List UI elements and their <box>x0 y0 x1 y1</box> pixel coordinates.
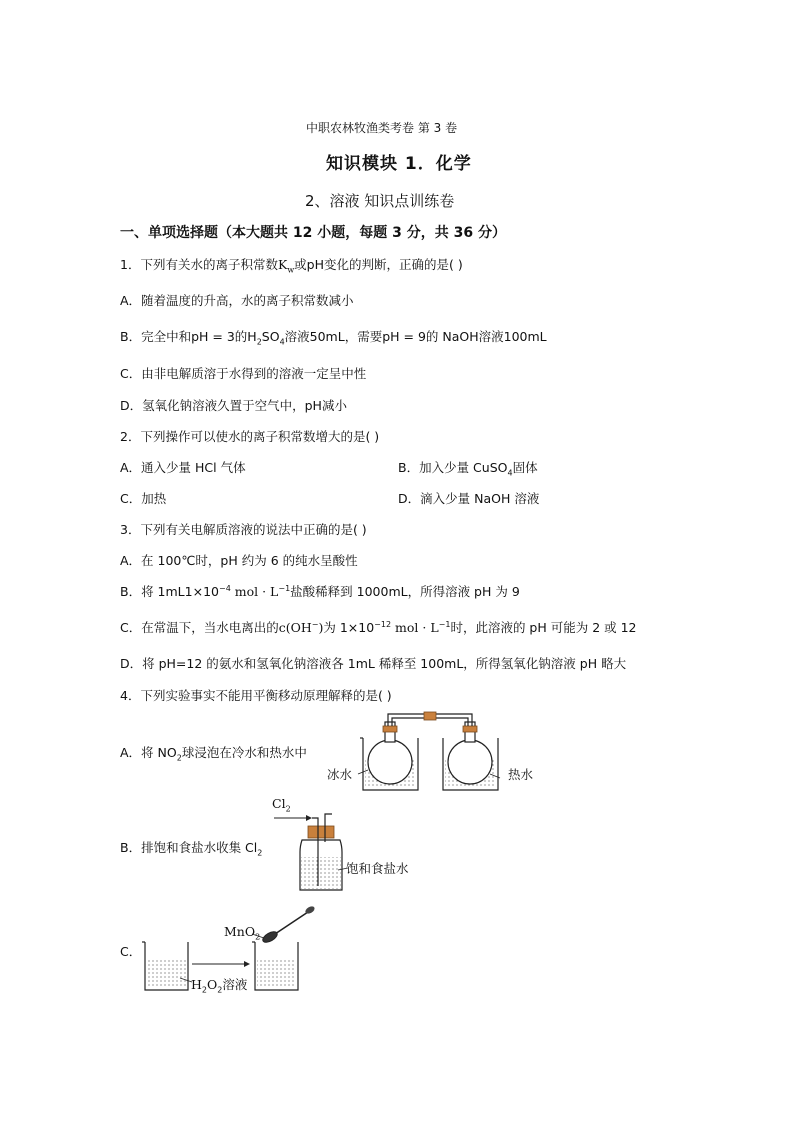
exam-header: 中职农林牧渔类考卷 第 3 卷 <box>306 121 458 135</box>
q4-stem: 4．下列实验事实不能用平衡移动原理解释的是( ) <box>120 688 392 703</box>
q2-option-d: D．滴入少量 NaOH 溶液 <box>398 491 540 506</box>
q3-stem: 3．下列有关电解质溶液的说法中正确的是( ) <box>120 522 367 537</box>
q3-c-text: C．在常温下，当水电离出的 <box>120 620 279 635</box>
label-h2o2-sub1: 2 <box>201 985 207 995</box>
q3-c-sup: − <box>311 619 319 629</box>
q1-b-sub-2: 4 <box>279 337 285 347</box>
q3-c-unit: mol · L <box>391 620 439 635</box>
label-h2o2-solution <box>191 975 247 995</box>
q3-c-paren: ) <box>318 620 324 635</box>
q2-option-c: C．加热 <box>120 491 167 506</box>
q3-option-c <box>120 618 637 636</box>
q3-b-text-2: 盐酸稀释到 1000mL，所得溶液 pH 为 9 <box>290 584 520 599</box>
q3-c-text-3: 时，此溶液的 pH 可能为 2 或 12 <box>450 620 637 635</box>
q1-stem-text-2: 或pH变化的判断，正确的是( ) <box>294 257 463 272</box>
q3-b-sup-2: −1 <box>278 583 291 593</box>
q3-option-a: A．在 100℃时，pH 约为 6 的纯水呈酸性 <box>120 553 358 568</box>
q3-option-b <box>120 582 520 600</box>
label-hot-water: 热水 <box>508 767 534 782</box>
label-ice-water: 冰水 <box>327 767 353 782</box>
label-cl2-sub: 2 <box>285 804 291 814</box>
q2-stem: 2．下列操作可以使水的离子积常数增大的是( ) <box>120 429 380 444</box>
q1-b-text-2: SO <box>261 329 280 344</box>
q4-option-b <box>120 838 262 858</box>
q4-option-a <box>120 743 307 763</box>
label-h2o2-text: 溶液 <box>222 977 248 992</box>
label-h2o2-h: H <box>191 977 202 992</box>
exam-subtitle: 2、溶液 知识点训练卷 <box>305 192 455 210</box>
q1-option-b <box>120 327 547 347</box>
label-cl2 <box>272 796 291 814</box>
q1-stem <box>120 255 463 275</box>
q4-a-sub: 2 <box>176 753 182 763</box>
section-heading: 一、单项选择题（本大题共 12 小题，每题 3 分，共 36 分） <box>120 225 506 241</box>
q1-option-c: C．由非电解质溶于水得到的溶液一定呈中性 <box>120 366 367 381</box>
label-mno2-sub: 2 <box>255 932 261 942</box>
q3-option-d: D．将 pH=12 的氨水和氢氧化钠溶液各 1mL 稀释至 100mL，所得氢氧化钠溶液 pH 略大 <box>120 656 627 671</box>
kw-symbol: K <box>277 257 288 272</box>
q1-stem-text: 1．下列有关水的离子积常数 <box>120 257 278 272</box>
label-mno2-text: MnO <box>224 924 256 939</box>
gas-collection-figure <box>272 812 352 894</box>
q2-b-sub: 4 <box>507 468 513 478</box>
q3-b-unit: mol · L <box>230 584 279 599</box>
q2-option-a: A．通入少量 HCl 气体 <box>120 460 246 475</box>
q1-b-sub: 2 <box>256 337 262 347</box>
q4-b-text: B．排饱和食盐水收集 Cl <box>120 840 258 855</box>
q3-b-text: B．将 1mL1×10 <box>120 584 219 599</box>
q1-option-a: A．随着温度的升高，水的离子积常数减小 <box>120 293 354 308</box>
q1-option-d: D．氢氧化钠溶液久置于空气中，pH减小 <box>120 398 347 413</box>
kw-subscript: w <box>287 265 295 275</box>
label-h2o2-sub2: 2 <box>217 985 223 995</box>
q2-b-text-2: 固体 <box>512 460 538 475</box>
q3-c-conc: c(OH <box>278 620 312 635</box>
q2-option-b <box>398 458 538 478</box>
module-title: 知识模块 1．化学 <box>326 154 472 174</box>
label-h2o2-o: O <box>207 977 218 992</box>
q4-option-c: C． <box>120 944 142 959</box>
q4-a-text-2: 球浸泡在冷水和热水中 <box>181 745 307 760</box>
q4-a-text: A．将 NO <box>120 745 177 760</box>
q2-b-text: B．加入少量 CuSO <box>398 460 508 475</box>
label-mno2 <box>224 924 260 942</box>
label-saturated-brine: 饱和食盐水 <box>346 861 409 876</box>
q1-b-text-3: 溶液50mL，需要pH = 9的 NaOH溶液100mL <box>284 329 547 344</box>
q3-c-sup-3: −1 <box>438 619 451 629</box>
q4-b-sub: 2 <box>257 848 263 858</box>
label-cl2-text: Cl <box>272 796 286 811</box>
q3-b-sup: −4 <box>218 583 231 593</box>
q3-c-text-2: 为 1×10 <box>323 620 375 635</box>
q1-b-text: B．完全中和pH = 3的H <box>120 329 257 344</box>
q3-c-sup-2: −12 <box>374 619 392 629</box>
